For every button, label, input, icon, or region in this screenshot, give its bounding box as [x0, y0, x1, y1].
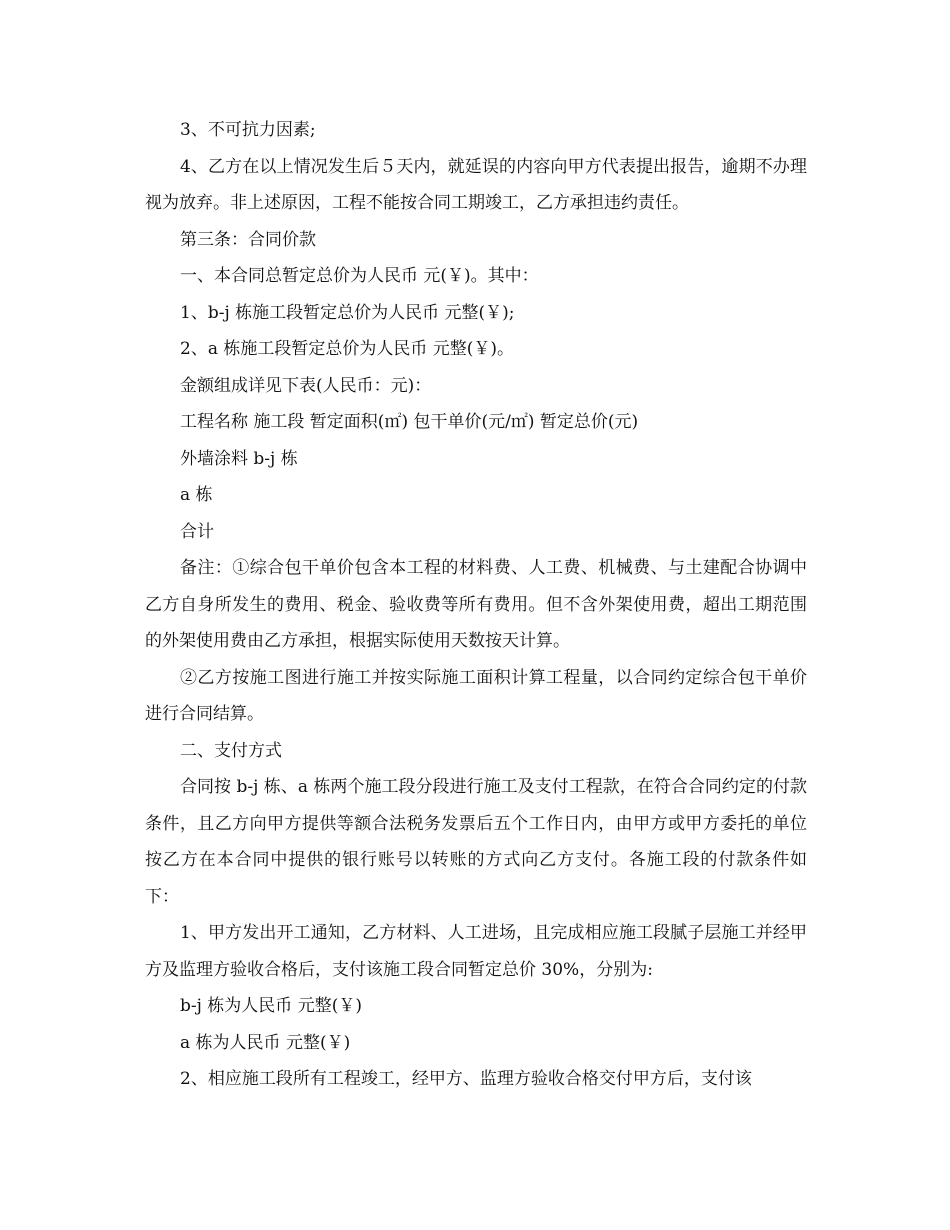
paragraph: 合同按 b-j 栋、a 栋两个施工段分段进行施工及支付工程款，在符合合同约定的付款条件，且乙方向甲方提供等额合法税务发票后五个工作日内，由甲方或甲方委托的单位按乙方在本合同中提供的银行账号以转账的方式向乙方支付。各施工段的付款条件如下： [145, 777, 807, 907]
table-row-line: a 栋 [180, 485, 213, 505]
paragraph: b-j 栋为人民币 元整(￥) [180, 996, 362, 1016]
document-body [145, 112, 807, 1098]
section-heading: 第三条：合同价款 [180, 229, 316, 250]
remark-paragraph: 备注：①综合包干单价包含本工程的材料费、人工费、机械费、与土建配合协调中乙方自身所发生的费用、税金、验收费等所有费用。但不含外架使用费，超出工期范围的外架使用费由乙方承担，根据实际使用天数按天计算。 [145, 558, 807, 651]
paragraph: 2、相应施工段所有工程竣工，经甲方、监理方验收合格交付甲方后，支付该 [180, 1069, 752, 1089]
paragraph: 1、甲方发出开工通知，乙方材料、人工进场，且完成相应施工段腻子层施工并经甲方及监理方验收合格后，支付该施工段合同暂定总价 30%，分别为: [145, 923, 807, 980]
section-heading: 二、支付方式 [180, 740, 282, 761]
paragraph: 一、本合同总暂定总价为人民币 元(￥)。其中： [180, 266, 539, 286]
paragraph: a 栋为人民币 元整(￥) [180, 1032, 351, 1053]
paragraph: 2、a 栋施工段暂定总价为人民币 元整(￥)。 [180, 339, 515, 359]
table-total-line: 合计 [180, 521, 214, 542]
remark-paragraph: ②乙方按施工图进行施工并按实际施工面积计算工程量，以合同约定综合包干单价进行合同结算。 [145, 667, 807, 724]
table-row-line: 外墙涂料 b-j 栋 [180, 448, 298, 469]
paragraph: 1、b-j 栋施工段暂定总价为人民币 元整(￥); [180, 302, 515, 323]
table-header-line: 工程名称 施工段 暂定面积(㎡) 包干单价(元/㎡) 暂定总价(元) [180, 412, 639, 432]
paragraph: 3、不可抗力因素; [180, 120, 316, 140]
paragraph: 金额组成详见下表(人民币：元)： [180, 375, 432, 396]
paragraph: 4、乙方在以上情况发生后５天内，就延误的内容向甲方代表提出报告，逾期不办理视为放弃。非上述原因，工程不能按合同工期竣工，乙方承担违约责任。 [145, 156, 807, 213]
